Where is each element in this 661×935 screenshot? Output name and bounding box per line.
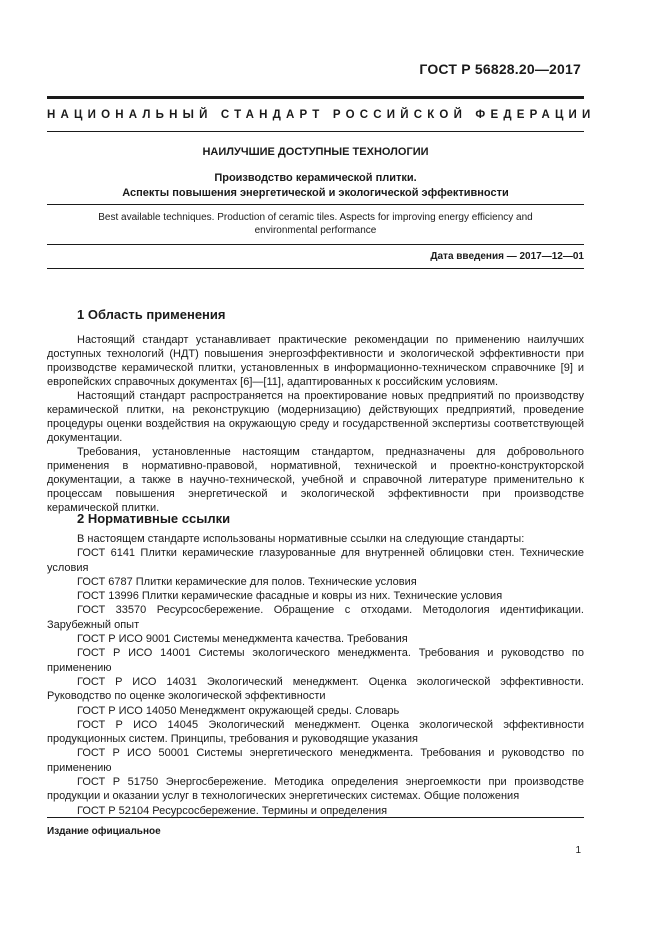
reference-item: ГОСТ 33570 Ресурсосбережение. Обращение с отходами. Методология идентификации. Зарубежный опыт [47, 604, 584, 631]
footer-rule [47, 817, 584, 818]
official-edition-label: Издание официальное [47, 826, 161, 837]
subtitle-rule [47, 204, 584, 205]
reference-item: ГОСТ Р ИСО 14001 Системы экологического менеджмента. Требования и руководство по применению [47, 647, 584, 674]
normative-references [47, 532, 584, 818]
reference-item: ГОСТ Р ИСО 9001 Системы менеджмента качества. Требования [77, 633, 408, 646]
document-number: ГОСТ Р 56828.20—2017 [419, 61, 581, 77]
reference-item: ГОСТ Р 52104 Ресурсосбережение. Термины и определения [77, 804, 388, 817]
reference-item: ГОСТ 6787 Плитки керамические для полов. Технические условия [77, 575, 417, 588]
header-rule [47, 96, 584, 99]
paragraph: Настоящий стандарт устанавливает практические рекомендации по применению наилучших доступных технологий (НДТ) повышения энергоэффективности и экологической эффективности при производстве керамической плитки, установленных в информационно-техническом справочнике [9] и европейских справочных документах [6]—[11], адаптированных к российским условиям. [47, 334, 584, 388]
title-english: Best available techniques. Production of ceramic tiles. Aspects for improving energy efficiency and environmental performance [98, 212, 533, 236]
national-standard-banner: НАЦИОНАЛЬНЫЙ СТАНДАРТ РОССИЙСКОЙ ФЕДЕРАЦИИ [47, 109, 596, 121]
subtitle-line-1: Производство керамической плитки. [214, 172, 417, 184]
introduction-date: Дата введения — 2017—12—01 [430, 251, 584, 262]
reference-item: ГОСТ Р ИСО 14045 Экологический менеджмент. Оценка экологической эффективности продукционных систем. Принципы, требования и руководящие указания [47, 718, 584, 746]
section-1-body [47, 333, 584, 515]
banner-rule [47, 131, 584, 132]
reference-item: ГОСТ 6141 Плитки керамические глазурованные для внутренней облицовки стен. Технические условия [47, 547, 584, 574]
title-subtitle [47, 171, 584, 201]
subtitle-line-2: Аспекты повышения энергетической и экологической эффективности [122, 187, 509, 199]
reference-item: ГОСТ Р ИСО 14031 Экологический менеджмент. Оценка экологической эффективности. Руководство по оценке экологической эффективности [47, 675, 584, 703]
page-number: 1 [575, 845, 581, 856]
paragraph: Настоящий стандарт распространяется на проектирование новых предприятий по производству керамической плитки, на реконструкцию (модернизацию) действующих предприятий, проведение процедуры оценки воздействия на окружающую среду и государственной экспертизы соответствующей документации. [47, 390, 584, 444]
paragraph: Требования, установленные настоящим стандартом, предназначены для добровольного применения в нормативно-правовой, нормативной, технической и проектно-конструкторской документации, а также в научно-технической, учебной и справочной литературе применительно к процессам повышения энергетической и экологической эффективности при производстве керамической плитки. [47, 446, 584, 514]
references-intro: В настоящем стандарте использованы нормативные ссылки на следующие стандарты: [77, 533, 525, 545]
reference-item: ГОСТ Р 51750 Энергосбережение. Методика определения энергоемкости при производстве продукции и оказании услуг в технологических энергетических системах. Общие положения [47, 776, 584, 803]
title-main: НАИЛУЧШИЕ ДОСТУПНЫЕ ТЕХНОЛОГИИ [202, 146, 429, 158]
reference-item: ГОСТ 13996 Плитки керамические фасадные и ковры из них. Технические условия [77, 590, 503, 603]
reference-item: ГОСТ Р ИСО 14050 Менеджмент окружающей среды. Словарь [77, 704, 400, 717]
english-rule [47, 244, 584, 245]
date-rule [47, 268, 584, 269]
section-2-heading: 2 Нормативные ссылки [77, 511, 231, 526]
reference-item: ГОСТ Р ИСО 50001 Системы энергетического менеджмента. Требования и руководство по применению [47, 747, 584, 774]
section-1-heading: 1 Область применения [77, 307, 226, 322]
